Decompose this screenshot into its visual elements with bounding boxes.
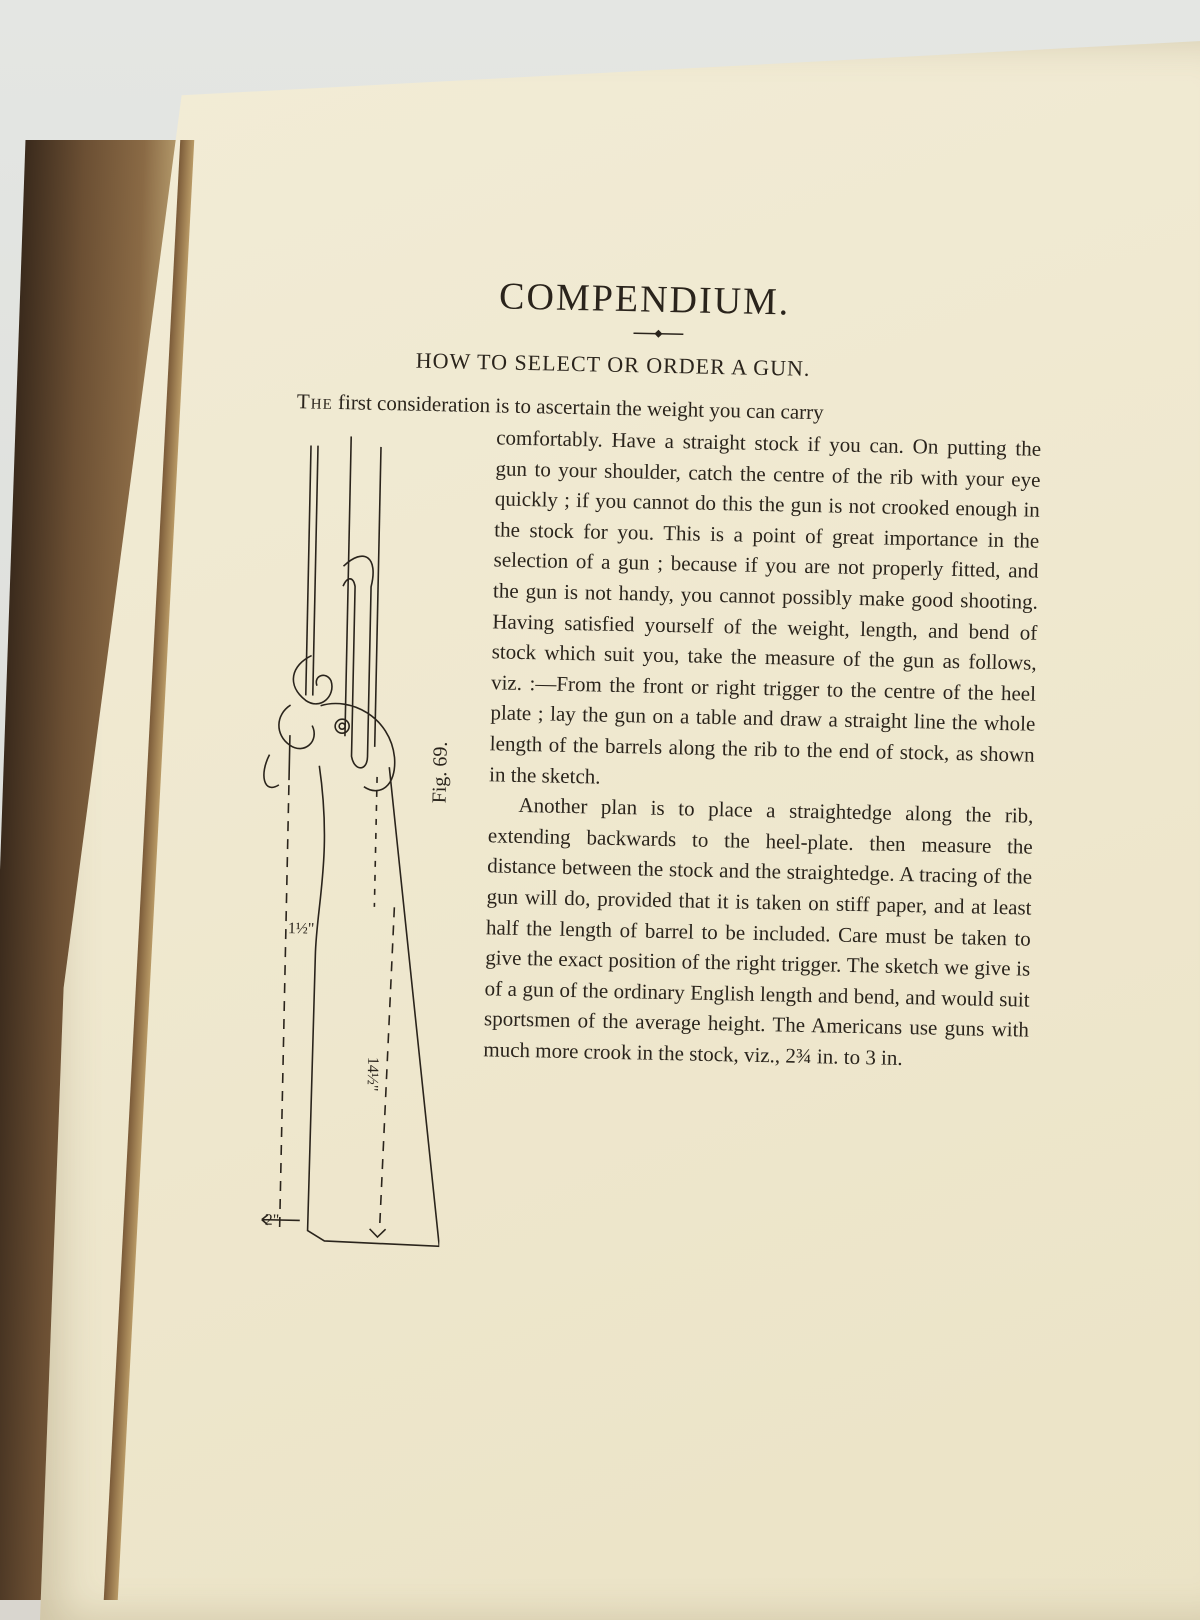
ornament-divider-icon	[633, 328, 683, 339]
measure-line	[279, 785, 288, 1235]
body-text	[483, 422, 1041, 1076]
lock-screw	[339, 723, 345, 729]
lock-scroll	[278, 705, 314, 749]
lock-plate	[319, 703, 396, 791]
page-title: COMPENDIUM.	[498, 275, 791, 324]
stock-outline	[307, 766, 449, 1247]
rib-line	[313, 446, 318, 696]
first-line	[297, 389, 1047, 430]
paragraph-1: comfortably. Have a straight stock if you can. On putting the gun to your shoulder, catch the centre of the rib with your eye quickly ; if you cannot do this the gun is not crooked enough in the stock for you. This is a point of great importance in the selection of a gun ; because if you are not properly fitted, and the gun is not handy, you cannot possibly make good shooting. Having satisfied yourself of the weight, length, and bend of stock which suit you, take the measure of the gun as follows, viz. :—From the front or right trigger to the centre of the heel plate ; lay the gun on a table and draw a straight line the whole length of the barrels along the rib to the end of stock, as shown in the sketch.	[488, 425, 1042, 789]
arrow-mark	[369, 1229, 385, 1237]
gun-stock-figure	[239, 434, 456, 1268]
first-line-text: first consideration is to ascertain the weight you can carry	[337, 390, 824, 425]
dimension-long: 14½"	[363, 1056, 382, 1092]
dimension-upper: 1½"	[287, 920, 315, 938]
paragraph-2: Another plan is to place a straightedge along the rib, extending backwards to the heel-plate. then measure the distance between the stock and the straightedge. A tracing of the gun will do, provided that it is taken on stiff paper, and at least half the length of barrel to be included. Care must be taken to give the exact position of the right trigger. The sketch we give is of a gun of the ordinary English length and bend, and would suit sportsmen of the average height. The Americans use guns with much more crook in the stock, viz., 2¾ in. to 3 in.	[483, 793, 1034, 1070]
barrel-line	[345, 436, 351, 736]
section-heading: HOW TO SELECT OR ORDER A GUN.	[415, 347, 811, 381]
barrel-line	[375, 447, 381, 747]
measure-line	[374, 777, 377, 907]
page-content	[264, 255, 1080, 1321]
figure-label: Fig. 69.	[428, 741, 452, 804]
drop-lead-word: The	[296, 389, 334, 414]
dimension-lower: 2"	[264, 1211, 280, 1229]
lock-screw	[335, 719, 349, 733]
